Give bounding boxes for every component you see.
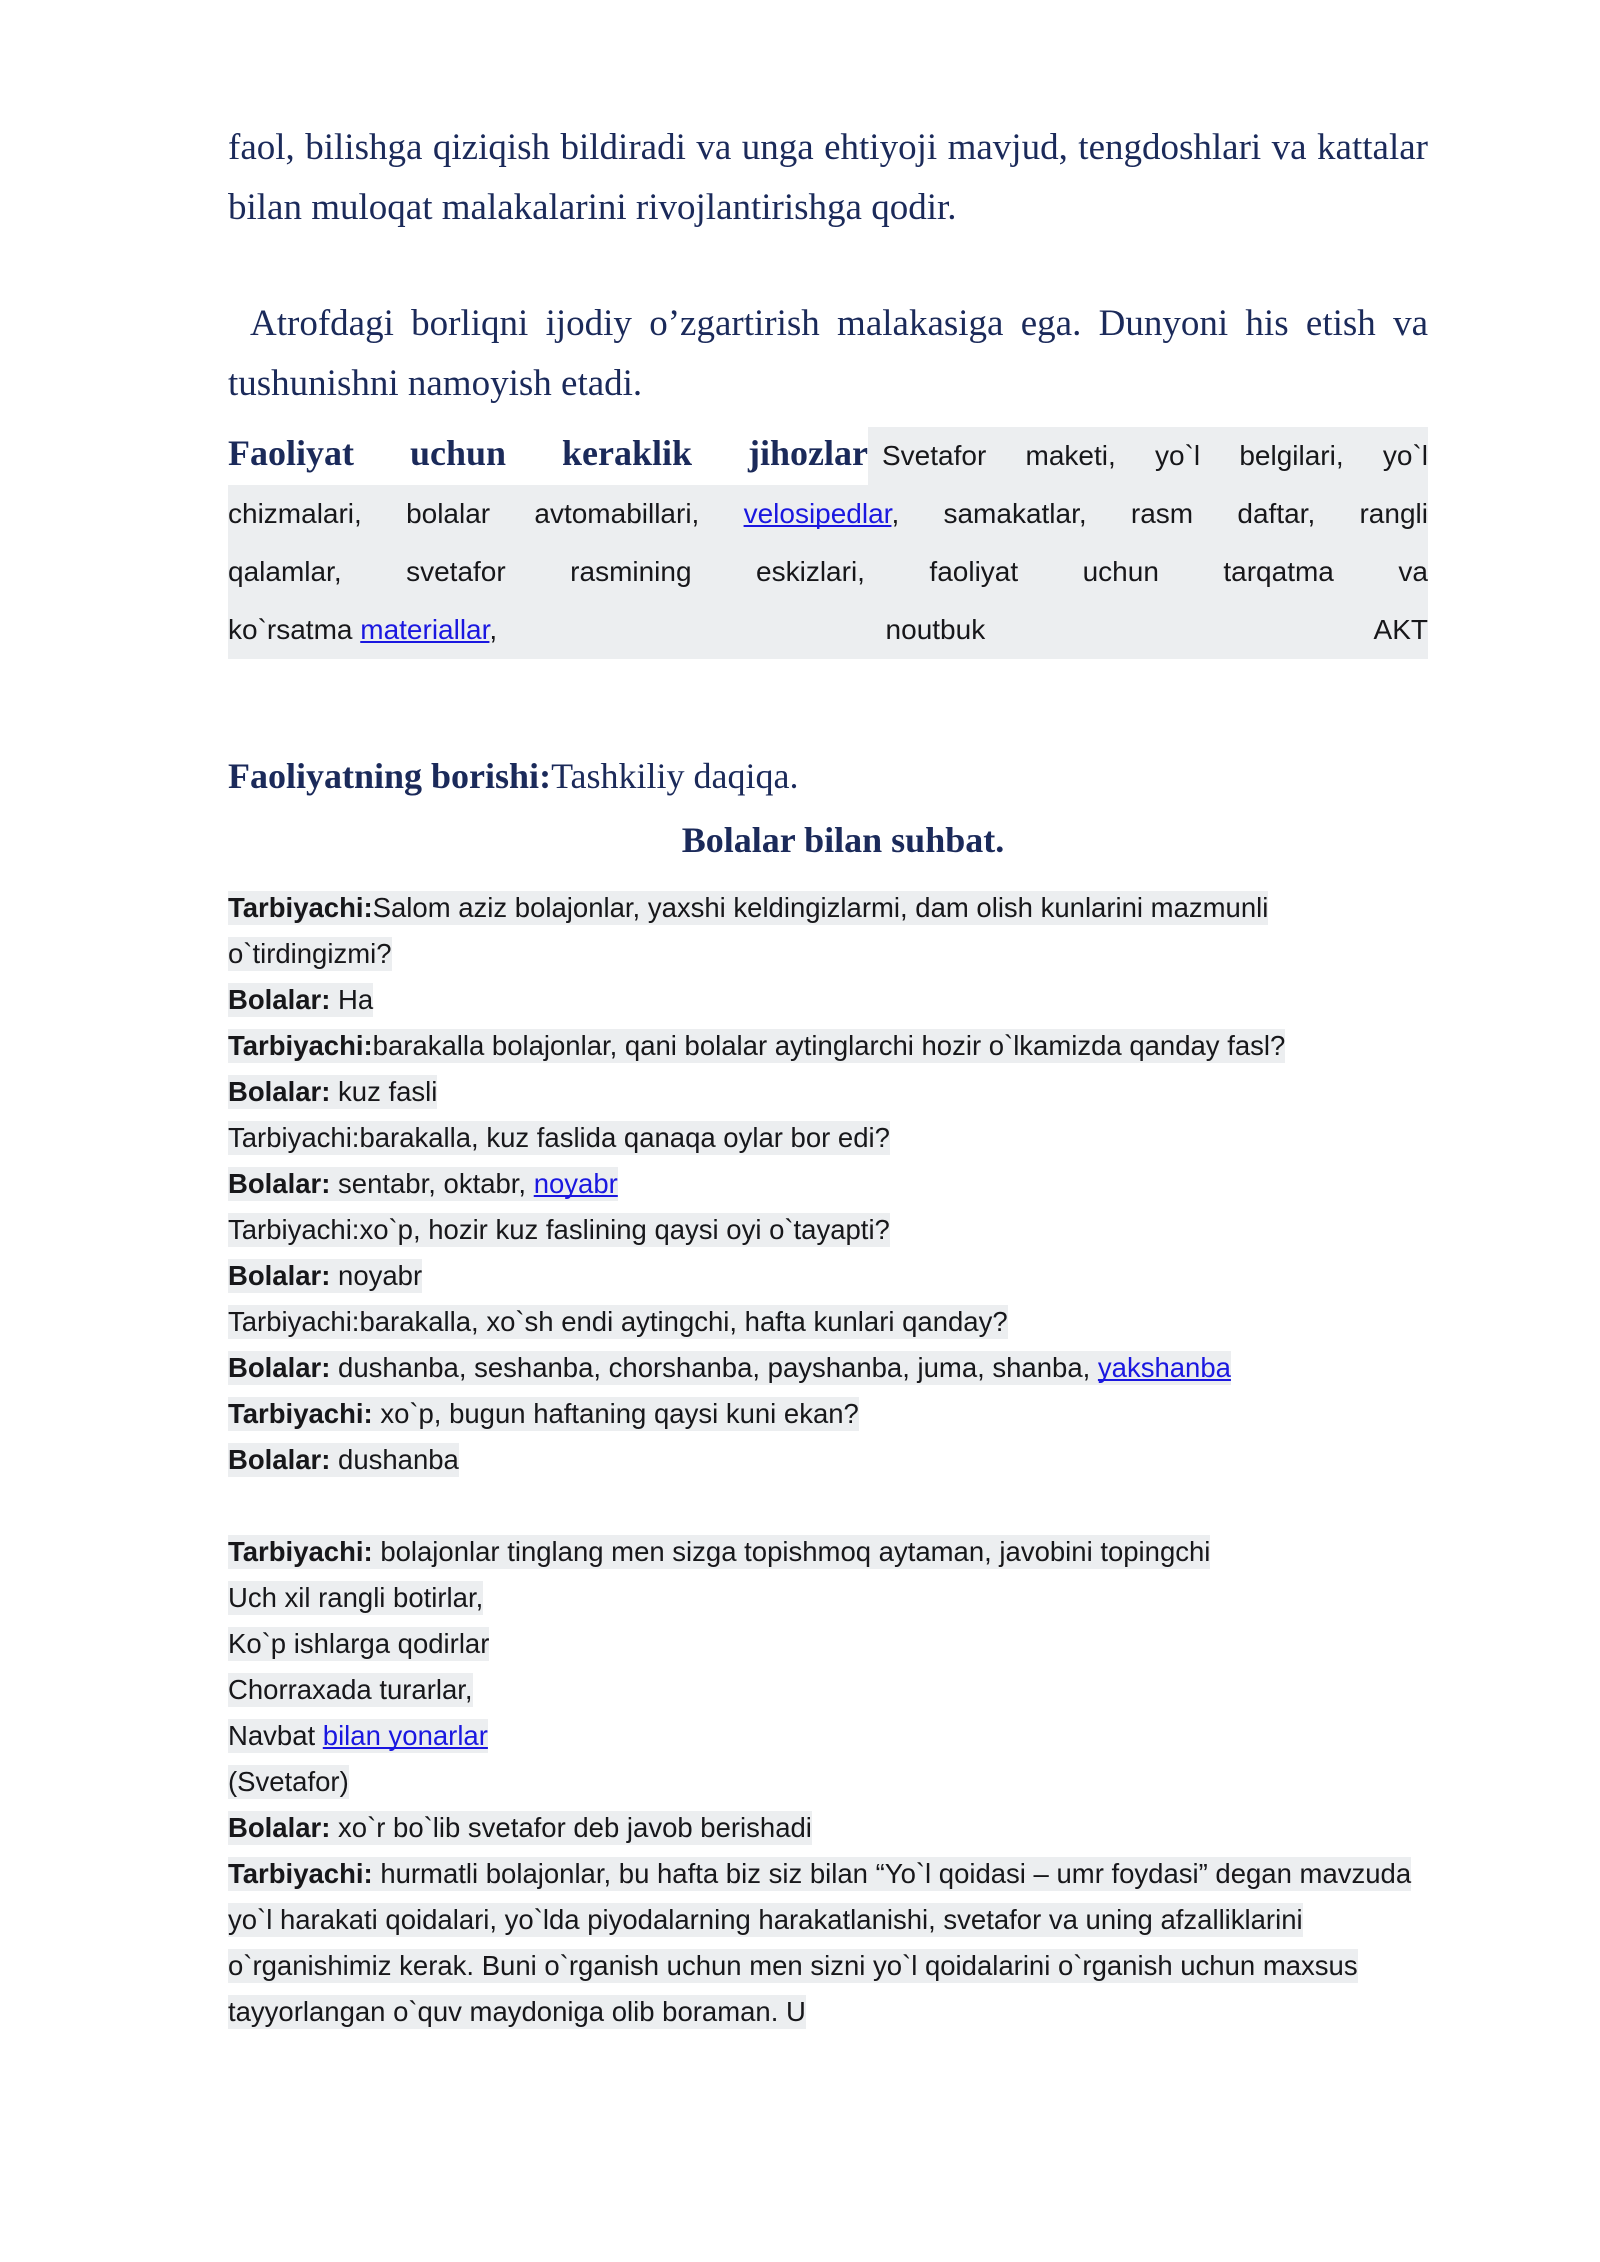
dialogue-line [228, 1391, 1428, 1437]
equipment-heading-word: jihozlar [748, 432, 868, 473]
dialogue-speaker: Tarbiyachi: [228, 1535, 381, 1567]
equipment-word: maketi, [1025, 439, 1116, 471]
dialogue-speaker: Bolalar: [228, 1167, 339, 1199]
equipment-word: belgilari, [1239, 439, 1344, 471]
dialogue-line [228, 1805, 1428, 1851]
dialogue-text: sentabr, oktabr, [338, 1167, 534, 1199]
dialogue-line [228, 885, 1428, 977]
dialogue-text: Salom aziz bolajonlar, yaxshi keldingizlarmi, dam olish kunlarini mazmunli o`tirdingizmi? [228, 891, 1269, 969]
dialogue-speaker: Tarbiyachi: [228, 1213, 360, 1245]
equipment-prefix: ko`rsatma [228, 613, 361, 645]
equipment-word: rasmining [570, 555, 692, 587]
dialogue-text: dushanba, seshanba, chorshanba, payshanba, juma, shanba, [338, 1351, 1098, 1383]
equipment-line-1-text [868, 427, 1428, 485]
dialogue-text: noyabr [338, 1259, 423, 1291]
dialogue-line-text [228, 891, 1268, 971]
spacer [228, 414, 1428, 424]
spacer [228, 659, 1428, 715]
equipment-word: qalamlar, [228, 555, 342, 587]
equipment-link-suffix: , [891, 497, 900, 529]
dialogue-speaker: Bolalar: [228, 1443, 339, 1475]
equipment-link-velosipedlar-wrap [744, 485, 900, 543]
equipment-word: Svetafor [882, 439, 987, 471]
dialogue-text: bolajonlar tinglang men sizga topishmoq aytaman, javobini topingchi [380, 1535, 1211, 1567]
spacer [228, 238, 1428, 294]
equipment-word: rasm [1130, 497, 1194, 529]
dialogue-line-text [228, 1259, 422, 1293]
dialogue-line [228, 1161, 1428, 1207]
equipment-link-suffix: , [489, 613, 498, 645]
dialogue-line-text [228, 1121, 890, 1155]
dialogue-line-text [228, 1535, 1210, 1569]
document-content [228, 118, 1428, 2035]
dialogue-text: kuz fasli [338, 1075, 438, 1107]
equipment-heading-word: Faoliyat [228, 432, 354, 473]
equipment-word: chizmalari, [228, 497, 362, 529]
dialogue-line-text [228, 1029, 1285, 1063]
dialogue-line-text [228, 1167, 618, 1201]
equipment-link-velosipedlar[interactable]: velosipedlar [743, 497, 892, 529]
dialogue-link-noyabr[interactable]: noyabr [533, 1167, 618, 1199]
equipment-word-noutbuk: noutbuk [885, 613, 986, 645]
closing-block [228, 1805, 1428, 2035]
dialogue-speaker: Bolalar: [228, 1351, 339, 1383]
equipment-line-2 [228, 485, 1428, 543]
equipment-word: uchun [1082, 555, 1159, 587]
dialogue-line [228, 1115, 1428, 1161]
dialogue-text: barakalla bolajonlar, qani bolalar aytinglarchi hozir o`lkamizda qanday fasl? [372, 1029, 1286, 1061]
equipment-link-materiallar[interactable]: materiallar [360, 613, 490, 645]
dialogue-line [228, 1207, 1428, 1253]
equipment-line-1 [228, 424, 1428, 485]
equipment-block [228, 424, 1428, 659]
equipment-word: daftar, [1237, 497, 1316, 529]
spacer [228, 867, 1428, 885]
intro-paragraph-1: faol, bilishga qiziqish bildiradi va unga ehtiyoji mavjud, tengdoshlari va kattalar bilan muloqat malakalarini rivojlantirishga qodir. [228, 127, 1428, 228]
spacer [228, 803, 1428, 813]
dialogue-text: barakalla, kuz faslida qanaqa oylar bor edi? [359, 1121, 890, 1153]
equipment-word: rangli [1359, 497, 1428, 529]
equipment-word-akt: AKT [1373, 613, 1428, 645]
dialogue-line-text [228, 1627, 489, 1661]
dialogue-text: dushanba [338, 1443, 459, 1475]
dialogue-line-text [228, 1857, 1411, 2029]
dialogue-block [228, 885, 1428, 1483]
activity-heading [228, 749, 1428, 803]
equipment-word: tarqatma [1223, 555, 1334, 587]
dialogue-line [228, 1437, 1428, 1483]
dialogue-line [228, 1667, 1428, 1713]
dialogue-line-text [228, 1305, 1008, 1339]
dialogue-speaker: Tarbiyachi: [228, 1121, 360, 1153]
dialogue-speaker: Tarbiyachi: [228, 1397, 381, 1429]
dialogue-speaker: Bolalar: [228, 1259, 339, 1291]
dialogue-text: (Svetafor) [228, 1765, 349, 1797]
dialogue-line [228, 1253, 1428, 1299]
dialogue-line [228, 1299, 1428, 1345]
dialogue-speaker: Bolalar: [228, 1811, 339, 1843]
equipment-word: bolalar [406, 497, 491, 529]
equipment-word: eskizlari, [756, 555, 865, 587]
dialogue-line [228, 1759, 1428, 1805]
equipment-word: faoliyat [929, 555, 1019, 587]
activity-subheading: Bolalar bilan suhbat. [681, 819, 1005, 860]
equipment-word: va [1398, 555, 1428, 587]
dialogue-speaker: Tarbiyachi: [228, 1029, 373, 1061]
dialogue-line-text [228, 1443, 459, 1477]
dialogue-line-text [228, 1213, 890, 1247]
dialogue-speaker: Bolalar: [228, 1075, 339, 1107]
equipment-line-4 [228, 601, 1428, 659]
equipment-line-4-start [228, 601, 497, 659]
equipment-heading [228, 424, 868, 482]
spacer [228, 715, 1428, 749]
dialogue-line [228, 1529, 1428, 1575]
dialogue-text: barakalla, xo`sh endi aytingchi, hafta kunlari qanday? [359, 1305, 1008, 1337]
equipment-heading-word: uchun [409, 432, 507, 473]
dialogue-line [228, 1575, 1428, 1621]
dialogue-speaker: Bolalar: [228, 983, 339, 1015]
dialogue-text: Ha [338, 983, 374, 1015]
dialogue-speaker: Tarbiyachi: [228, 891, 373, 923]
dialogue-text: xo`p, bugun haftaning qaysi kuni ekan? [380, 1397, 859, 1429]
dialogue-line [228, 1621, 1428, 1667]
dialogue-line-text [228, 1719, 488, 1753]
dialogue-speaker: Tarbiyachi: [228, 1305, 360, 1337]
equipment-word: yo`l [1382, 439, 1428, 471]
dialogue-line-text [228, 1351, 1231, 1385]
dialogue-line [228, 1713, 1428, 1759]
dialogue-line [228, 1023, 1428, 1069]
spacer [228, 1483, 1428, 1529]
dialogue-text: hurmatli bolajonlar, bu hafta biz siz bilan “Yo`l qoidasi – umr foydasi” degan mavzuda yo`l harakati qoidalari, yo`lda piyodalarning harakatlanishi, svetafor va uning afzalliklarini o`rganishimiz kerak. Buni o`rganish uchun men sizni yo`l qoidalarini o`rganish uchun maxsus tayyorlangan o`quv maydoniga olib boraman. U [228, 1857, 1412, 2027]
dialogue-line-text [228, 1673, 473, 1707]
dialogue-text: Navbat [228, 1719, 323, 1751]
equipment-heading-word: keraklik [562, 432, 693, 473]
dialogue-text: Uch xil rangli botirlar, [228, 1581, 484, 1613]
equipment-line-3 [228, 543, 1428, 601]
dialogue-line [228, 1345, 1428, 1391]
dialogue-line-text [228, 1581, 483, 1615]
dialogue-text: xo`p, hozir kuz faslining qaysi oyi o`tayapti? [359, 1213, 890, 1245]
dialogue-line [228, 1069, 1428, 1115]
activity-heading-bold: Faoliyatning borishi: [228, 755, 552, 796]
dialogue-speaker: Tarbiyachi: [228, 1857, 381, 1889]
dialogue-line-text [228, 1075, 437, 1109]
equipment-word: avtomabillari, [534, 497, 700, 529]
dialogue-text: Ko`p ishlarga qodirlar [228, 1627, 490, 1659]
dialogue-line-text [228, 1765, 349, 1799]
dialogue-line-text [228, 983, 373, 1017]
equipment-word: samakatlar, [943, 497, 1087, 529]
dialogue-line [228, 1851, 1428, 2035]
activity-heading-plain: Tashkiliy daqiqa. [551, 755, 799, 796]
dialogue-link-yakshanba[interactable]: yakshanba [1097, 1351, 1231, 1383]
intro-paragraph-2: Atrofdagi borliqni ijodiy o’zgartirish malakasiga ega. Dunyoni his etish va tushunishni namoyish etadi. [228, 302, 1428, 404]
dialogue-text: xo`r bo`lib svetafor deb javob berishadi [338, 1811, 812, 1843]
riddle-block [228, 1529, 1428, 1805]
dialogue-line [228, 977, 1428, 1023]
dialogue-line-text [228, 1397, 859, 1431]
dialogue-link-bilan yonarlar[interactable]: bilan yonarlar [322, 1719, 488, 1751]
dialogue-line-text [228, 1811, 812, 1845]
equipment-word: svetafor [406, 555, 506, 587]
dialogue-text: Chorraxada turarlar, [228, 1673, 473, 1705]
equipment-word: yo`l [1155, 439, 1201, 471]
